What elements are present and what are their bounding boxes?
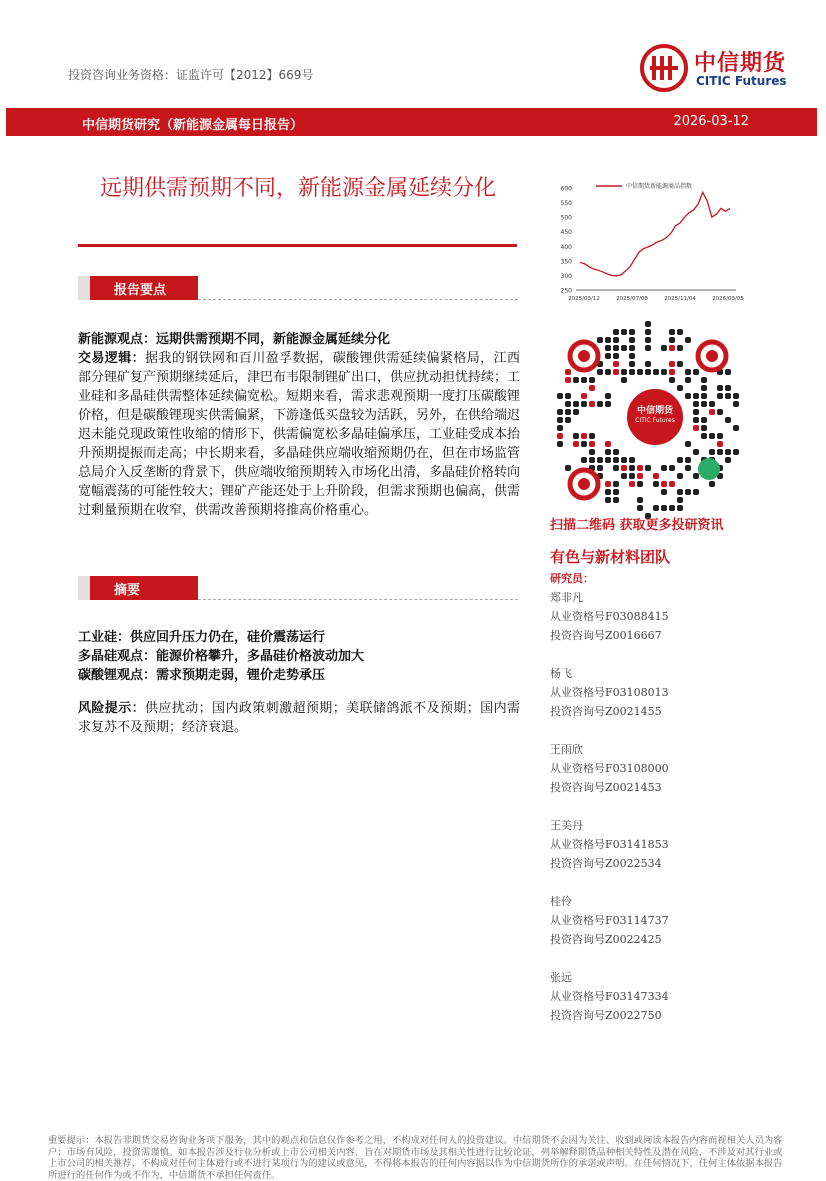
analyst-consult: 投资咨询号Z0021453 bbox=[550, 781, 662, 794]
analyst-name: 张远 bbox=[550, 971, 572, 984]
analyst-entry bbox=[550, 892, 669, 949]
risk-text: 供应扰动；国内政策刺激超预期；美联储鸽派不及预期；国内需求复苏不及预期；经济衰退。 bbox=[78, 701, 520, 735]
disclaimer-footer: 重要提示：本报告非期货交易咨询业务项下服务，其中的观点和信息仅作参考之用，不构成对任何人的投资建议。中信期货不会因为关注、收到或阅读本报告内容而视相关人员为客户；市场有风险，投资需谨慎。如本报告涉及行业分析或上市公司相关内容，旨在对期货市场及其相关性进行比较论证，列举解释期货品种相关特性及潜在风险，不涉及对其行业或上市公司的相关推荐，不构成对任何主体进行或不进行某项行为的建议或意见，不得将本报告的任何内容据以作为中信期货所作的承诺或声明。在任何情况下，任何主体依据本报告所进行的任何作为或不作为，中信期货不承担任何责任。 bbox=[48, 1135, 783, 1181]
analyst-entry bbox=[550, 664, 669, 721]
analyst-consult: 投资咨询号Z0022750 bbox=[550, 1009, 662, 1022]
citic-logo-icon bbox=[640, 44, 688, 92]
logic-label: 交易逻辑： bbox=[78, 351, 146, 366]
logo-en-text: CITIC Futures bbox=[696, 74, 787, 88]
banner-date: 2026-03-12 bbox=[673, 114, 749, 129]
summary-item: 工业硅：供应回升压力仍在，硅价震荡运行 bbox=[78, 630, 326, 645]
analyst-consult: 投资咨询号Z0021455 bbox=[550, 705, 662, 718]
x-tick-label: 2025/11/04 bbox=[664, 296, 696, 302]
banner-series-title: 中信期货研究（新能源金属每日报告） bbox=[82, 118, 304, 133]
analyst-license: 从业资格号F03147334 bbox=[550, 990, 669, 1003]
title-rule bbox=[78, 244, 517, 247]
mini-program-icon bbox=[698, 458, 720, 480]
y-tick-label: 500 bbox=[560, 214, 572, 222]
y-tick-label: 350 bbox=[560, 258, 572, 266]
analyst-name: 桂伶 bbox=[550, 895, 572, 908]
section-header-summary bbox=[78, 576, 518, 602]
analyst-entry bbox=[550, 816, 669, 873]
analyst-consult: 投资咨询号Z0016667 bbox=[550, 629, 662, 642]
analyst-license: 从业资格号F03108000 bbox=[550, 762, 669, 775]
citic-futures-logo bbox=[640, 44, 810, 94]
view-heading: 新能源观点：远期供需预期不同，新能源金属延续分化 bbox=[78, 332, 391, 347]
summary-body bbox=[78, 628, 520, 737]
analyst-consult: 投资咨询号Z0022534 bbox=[550, 857, 662, 870]
y-tick-label: 300 bbox=[560, 272, 572, 280]
team-name: 有色与新材料团队 bbox=[550, 548, 671, 566]
x-tick-label: 2026/03/05 bbox=[712, 296, 744, 302]
legend-label: 中信期货新能源商品指数 bbox=[626, 183, 693, 190]
qr-center-cn: 中信期货 bbox=[636, 406, 673, 416]
y-tick-label: 550 bbox=[560, 200, 572, 208]
analyst-name: 王雨欣 bbox=[550, 743, 583, 756]
analyst-entry bbox=[550, 968, 669, 1025]
analyst-list bbox=[550, 588, 669, 1044]
report-title: 远期供需预期不同，新能源金属延续分化 bbox=[99, 176, 496, 201]
report-banner bbox=[6, 108, 817, 136]
analyst-entry bbox=[550, 740, 669, 797]
analyst-name: 杨飞 bbox=[550, 667, 572, 680]
series-line bbox=[580, 192, 730, 276]
analyst-license: 从业资格号F03141853 bbox=[550, 838, 669, 851]
x-tick-label: 2025/07/08 bbox=[616, 296, 648, 302]
analyst-entry bbox=[550, 588, 669, 645]
logo-cn-text: 中信期货 bbox=[694, 51, 787, 76]
qr-caption: 扫描二维码 获取更多投研资讯 bbox=[550, 518, 724, 533]
analyst-license: 从业资格号F03088415 bbox=[550, 610, 669, 623]
summary-item: 多晶硅观点：能源价格攀升，多晶硅价格波动加大 bbox=[78, 649, 365, 664]
section-label: 报告要点 bbox=[114, 283, 167, 298]
qr-center-en: CITIC Futures bbox=[635, 417, 675, 424]
analyst-name: 王美丹 bbox=[550, 819, 583, 832]
y-tick-label: 400 bbox=[560, 243, 572, 251]
y-tick-label: 600 bbox=[560, 185, 572, 193]
qr-code[interactable] bbox=[548, 320, 748, 520]
summary-item: 碳酸锂观点：需求预期走弱，锂价走势承压 bbox=[78, 668, 326, 683]
analyst-license: 从业资格号F03114737 bbox=[550, 914, 669, 927]
section-header-key-points bbox=[78, 276, 518, 302]
key-points-body bbox=[78, 330, 520, 520]
qr-center-logo bbox=[624, 386, 686, 448]
analyst-license: 从业资格号F03108013 bbox=[550, 686, 669, 699]
analyst-consult: 投资咨询号Z0022425 bbox=[550, 933, 662, 946]
researcher-label: 研究员： bbox=[550, 572, 594, 585]
risk-label: 风险提示： bbox=[78, 701, 146, 716]
x-tick-label: 2025/03/12 bbox=[568, 296, 600, 302]
commodity-index-chart bbox=[548, 178, 748, 313]
y-tick-label: 450 bbox=[560, 229, 572, 237]
section-label: 摘要 bbox=[114, 583, 141, 598]
qualification-text: 投资咨询业务资格：证监许可【2012】669号 bbox=[68, 68, 314, 82]
logic-text: 据我的钢铁网和百川盈孚数据，碳酸锂供需延续偏紧格局，江西部分锂矿复产预期继续延后，津巴布韦限制锂矿出口，供应扰动担忧持续；工业硅和多晶硅供需整体延续偏宽松。短期来看，需求悲观预期一度打压碳酸锂价格，但是碳酸锂现实供需偏紧，下游逢低买盘较为活跃，另外，在供给端迟迟未能兑现政策性收缩的情形下，供需偏宽松多晶硅偏承压，工业硅受成本抬升预期提振而走高；中长期来看，多晶硅供应端收缩预期仍在，但在市场监管总局介入反垄断的背景下，供应端收缩预期转入市场化出清，多晶硅价格转向宽幅震荡的可能性较大；锂矿产能还处于上升阶段，但需求预期也偏高，供需过剩量预期在收窄，供需改善预期将推高价格重心。 bbox=[78, 351, 521, 518]
y-tick-label: 250 bbox=[560, 287, 572, 295]
analyst-name: 郑非凡 bbox=[550, 591, 583, 604]
